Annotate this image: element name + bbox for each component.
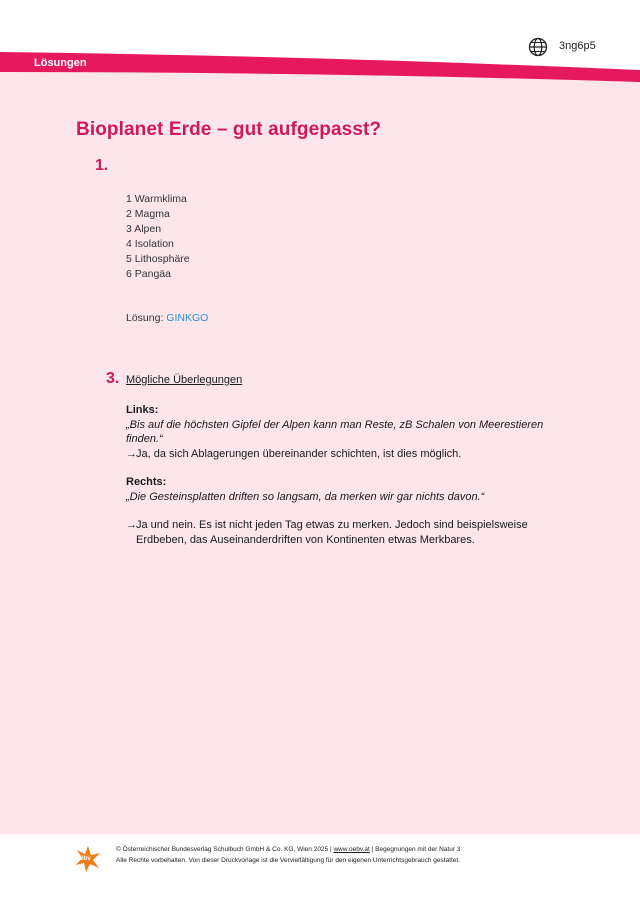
list-item: 6 Pangäa	[126, 268, 171, 280]
left-block	[126, 403, 556, 461]
page-title: Bioplanet Erde – gut aufgepasst?	[76, 119, 382, 140]
task-number-3: 3.	[106, 370, 120, 387]
right-label: Rechts:	[126, 476, 167, 488]
section-label: Lösungen	[34, 57, 87, 69]
list-item: 2 Magma	[126, 208, 170, 220]
right-quote: „Die Gesteinsplatten driften so langsam, da merken wir gar nichts davon.“	[126, 490, 485, 503]
arrow-icon: →	[126, 447, 137, 460]
solution-line	[126, 312, 208, 324]
left-quote-line-2: finden.“	[126, 433, 163, 445]
solution-value: GINKGO	[166, 312, 209, 324]
left-label: Links:	[126, 404, 159, 416]
left-quote-line-1: „Bis auf die höchsten Gipfel der Alpen kann man Reste, zB Schalen von Meerestieren	[126, 418, 544, 431]
arrow-icon: →	[126, 519, 137, 531]
right-block	[126, 475, 556, 504]
book-title: | Begegnungen mit der Natur 3	[369, 846, 461, 853]
online-code[interactable]: 3ng6p5	[559, 40, 596, 52]
list-item: 4 Isolation	[126, 238, 174, 250]
right-answer-line-2: Erdbeben, das Auseinanderdriften von Kontinenten etwas Merkbares.	[136, 533, 475, 546]
right-answer-line-1	[126, 518, 556, 533]
left-answer-text: Ja, da sich Ablagerungen übereinander schichten, ist dies möglich.	[136, 447, 462, 460]
publisher-link[interactable]: www.oebv.at	[333, 846, 370, 853]
word-list	[126, 192, 190, 282]
right-answer	[126, 518, 556, 547]
list-item: 5 Lithosphäre	[126, 253, 190, 265]
solution-label: Lösung:	[126, 312, 164, 324]
section-band	[0, 50, 640, 84]
list-item: 3 Alpen	[126, 223, 162, 235]
copyright-text: © Österreichischer Bundesverlag Schulbuch GmbH & Co. KG, Wien 2025 |	[116, 846, 334, 853]
list-item: 1 Warmklima	[126, 193, 187, 205]
task-number-1: 1.	[95, 157, 109, 174]
logo-text: öbv	[80, 856, 91, 862]
right-answer-text-1: Ja und nein. Es ist nicht jeden Tag etwas zu merken. Jedoch sind beispielsweise	[136, 519, 528, 531]
left-answer	[126, 447, 556, 462]
footer-copyright	[116, 846, 460, 853]
task-heading: Mögliche Überlegungen	[126, 374, 243, 386]
footer-rights: Alle Rechte vorbehalten. Von dieser Druckvorlage ist die Vervielfältigung für den eigenen Unterrichtsgebrauch gestattet.	[116, 857, 460, 864]
